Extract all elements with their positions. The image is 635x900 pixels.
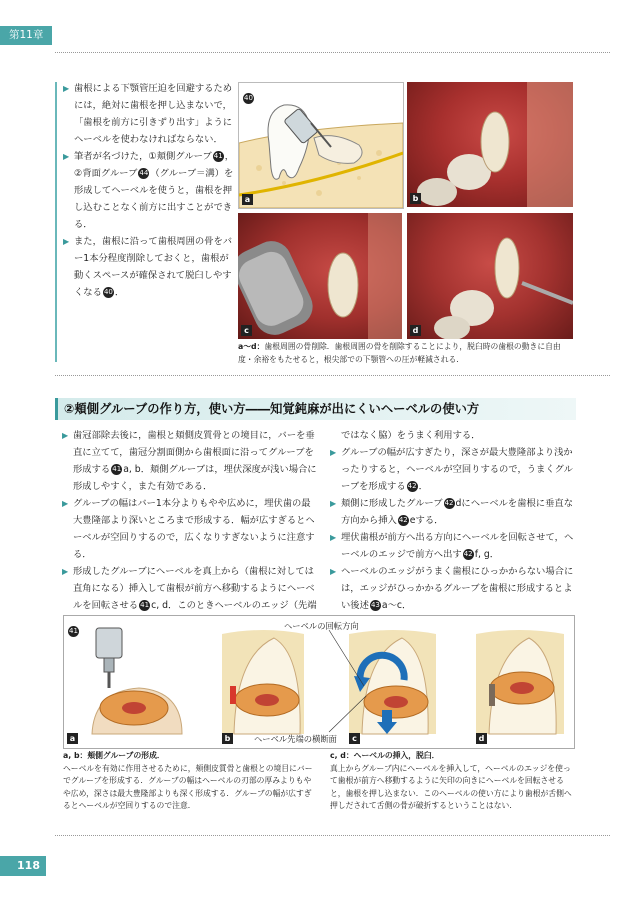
fig40-panel-c (238, 213, 402, 339)
intro-bar (55, 82, 57, 362)
ref-badge: 43 (370, 601, 380, 609)
body-bullet-4: ▶ グルーブの幅が広すぎたり，深さが最大豊隆部より浅かったりすると，ヘーベルが空回りするので，うまくグルーブを形成する 42 ． (330, 444, 578, 495)
ref-badge: 42 (398, 516, 408, 524)
ref-badge: 41 (213, 152, 223, 160)
body-left-column (62, 427, 318, 614)
body-bullet-3: ▶ 形成したグルーブにヘーベルを真上から（歯根に対しては直角になる）挿入して歯根が前方へ移動するようにヘーベルを回転させる 41 c, d．このときヘーベルのエッジ（先端 (62, 563, 318, 614)
fig41-label-d: d (476, 733, 487, 744)
ref-badge: 41 (112, 465, 122, 473)
chapter-tab: 第11章 (0, 26, 52, 45)
tooth-bur-illustration (239, 83, 403, 208)
fig41-box (63, 615, 575, 749)
fig41-number: 41 (69, 627, 78, 635)
page-number: 118 (0, 856, 46, 876)
fig40-label-a: a (242, 194, 253, 205)
fig40-panel-b (407, 82, 573, 207)
clinical-photo-b (407, 82, 573, 207)
ref-badge: 42 (407, 482, 417, 490)
body-bullet-7: ▶ ヘーベルのエッジがうまく歯根にひっかからない場合には，エッジがひっかかるグルーブを歯根に形成するとよい後述 43 a～c． (330, 563, 578, 614)
intro-bullet-2: ▶ 筆者が名づけた，①頬側グルーブ 41 ，②背面グルーブ 44 （グルーブ＝溝）を形成してヘーベルを使うと，歯根を押し込むことなく前方に出すことができる． (63, 148, 235, 233)
footer-divider (55, 835, 610, 836)
fig41-illustration (64, 616, 574, 748)
fig41-label-a: a (67, 733, 78, 744)
body-bullet-5: ▶ 頬側に形成したグルーブ 42 dにヘーベルを歯根に垂直な方向から挿入 42 eする． (330, 495, 578, 529)
body-right-column (330, 427, 578, 614)
fig40-panel-a (238, 82, 404, 209)
intro-text (63, 80, 235, 301)
body-continuation: ではなく脇）をうまく利用する． (341, 430, 481, 441)
fig41-caption-right: c, d：ヘーベルの挿入，脱臼． 真上からグルーブ内にヘーベルを挿入して，ヘーベルのエッジを使って歯根が前方へ移動するように矢印の向きにヘーベルを回転させると，歯根を押し込まない．このヘーベルの使い方により歯根が舌側へ押しだされて舌側の骨が破折するということはない． (330, 751, 572, 810)
header-divider (55, 52, 610, 53)
fig41-label-b: b (222, 733, 233, 744)
fig40-label-b: b (410, 193, 421, 204)
fig40-label-c: c (241, 325, 252, 336)
ref-badge: 44 (139, 169, 149, 177)
section-divider (55, 375, 610, 376)
fig40-label-d: d (410, 325, 421, 336)
body-bullet-6: ▶ 埋伏歯根が前方へ出る方向にヘーベルを回転させて，ヘーベルのエッジで前方へ出す 42 f, g． (330, 529, 578, 563)
clinical-photo-d (407, 213, 573, 339)
fig40-panel-d (407, 213, 573, 339)
ref-badge: 42 (463, 550, 473, 558)
ref-badge: 40 (103, 288, 113, 296)
fig41-tip-label: ヘーベル先端の横断面 (254, 734, 337, 744)
fig40-caption: a～d：歯根周囲の骨削除．歯根周囲の骨を削除することにより，脱臼時の歯根の動きに自由度・余裕をもたせると，根尖部での下顎管への圧が軽減される． (238, 342, 561, 364)
intro-bullet-3: ▶ また，歯根に沿って歯根周囲の骨をバー1本分程度削除しておくと，歯根が動くスペースが確保されて脱臼しやすくなる 40 ． (63, 233, 235, 301)
body-bullet-1: ▶ 歯冠部除去後に，歯根と頬側皮質骨との境目に，バーを垂直に立てて，歯冠分割面側から歯根面に沿ってグルーブを形成する 41 a, b．頬側グルーブは，埋伏深度が浅い場合に形成しやすく，また有効である． (62, 427, 318, 495)
ref-badge: 42 (444, 499, 454, 507)
clinical-photo-c (238, 213, 402, 339)
section-heading: ②頬側グルーブの作り方，使い方――知覚鈍麻が出にくいヘーベルの使い方 (55, 398, 576, 420)
ref-badge: 41 (140, 601, 150, 609)
body-bullet-2: ▶ グルーブの幅はバー1本分よりもやや広めに，埋伏歯の最大豊隆部より深いところまで形成する．幅が広すぎるとヘーベルが空回りするので，広くなりすぎないように注意する． (62, 495, 318, 563)
fig41-caption-left: a, b：頬側グルーブの形成． ヘーベルを有効に作用させるために，頬側皮質骨と歯根との境目にバーでグルーブを形成する．グルーブの幅はヘーベルの刃部の厚みよりもやや広め，深さは最大豊隆部よりも深く形成する．グルーブの幅が広すぎるとヘーベルが空回りするので注意． (63, 751, 313, 810)
fig41-rotation-label: ヘーベルの回転方向 (284, 621, 359, 631)
fig41-label-c: c (349, 733, 360, 744)
fig40-number: 40 (244, 94, 253, 102)
intro-bullet-1: ▶ 歯根による下顎管圧迫を回避するためには，絶対に歯根を押し込まないで，「歯根を前方に引きずり出す」ようにヘーベルを使わなければならない． (63, 80, 235, 148)
